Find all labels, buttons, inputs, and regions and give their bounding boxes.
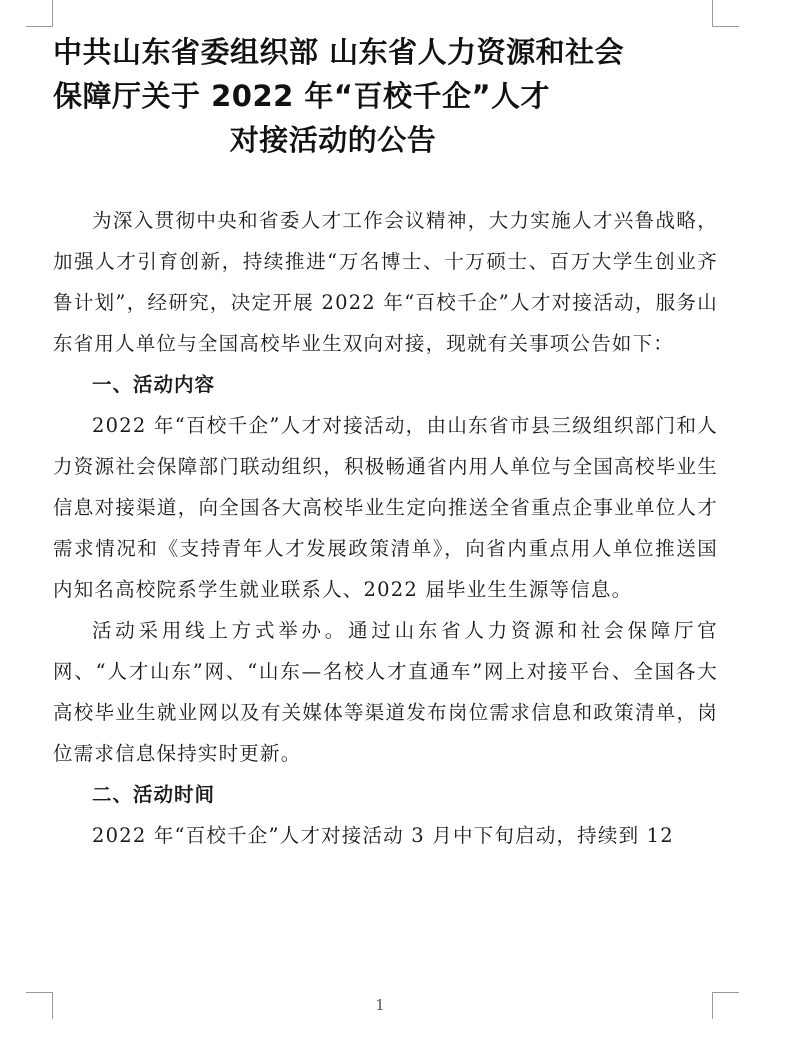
title-line-3: 对接活动的公告	[229, 123, 437, 157]
title-line-2: 保障厅关于 2022 年“百校千企”人才	[53, 79, 551, 113]
crop-mark-top-left	[26, 0, 53, 27]
section1-paragraph-1: 2022 年“百校千企”人才对接活动，由山东省市县三级组织部门和人力资源社会保障部门联动组织，积极畅通省内用人单位与全国高校毕业生信息对接渠道，向全国各大高校毕业生定向推送全省重点企事业单位人才需求情况和《支持青年人才发展政策清单》，向省内重点用人单位推送国内知名高校院系学生就业联系人、2022 届毕业生生源等信息。	[53, 414, 718, 601]
document-body	[53, 200, 718, 856]
crop-mark-top-right	[712, 0, 739, 27]
section1-paragraph-2: 活动采用线上方式举办。通过山东省人力资源和社会保障厅官网、“人才山东”网、“山东—名校人才直通车”网上对接平台、全国各大高校毕业生就业网以及有关媒体等渠道发布岗位需求信息和政策清单，岗位需求信息保持实时更新。	[53, 619, 718, 765]
page-number: 1	[375, 996, 385, 1014]
section-heading-time: 二、活动时间	[92, 783, 216, 806]
title-line-1: 中共山东省委组织部 山东省人力资源和社会	[53, 35, 625, 69]
section-heading-content: 一、活动内容	[92, 373, 216, 396]
section2-paragraph-1: 2022 年“百校千企”人才对接活动 3 月中下旬启动，持续到 12	[92, 824, 674, 847]
document-title	[53, 30, 723, 162]
intro-paragraph: 为深入贯彻中央和省委人才工作会议精神，大力实施人才兴鲁战略，加强人才引育创新，持续推进“万名博士、十万硕士、百万大学生创业齐鲁计划”，经研究，决定开展 2022 年“百校千企”人才对接活动，服务山东省用人单位与全国高校毕业生双向对接，现就有关事项公告如下：	[53, 209, 718, 355]
